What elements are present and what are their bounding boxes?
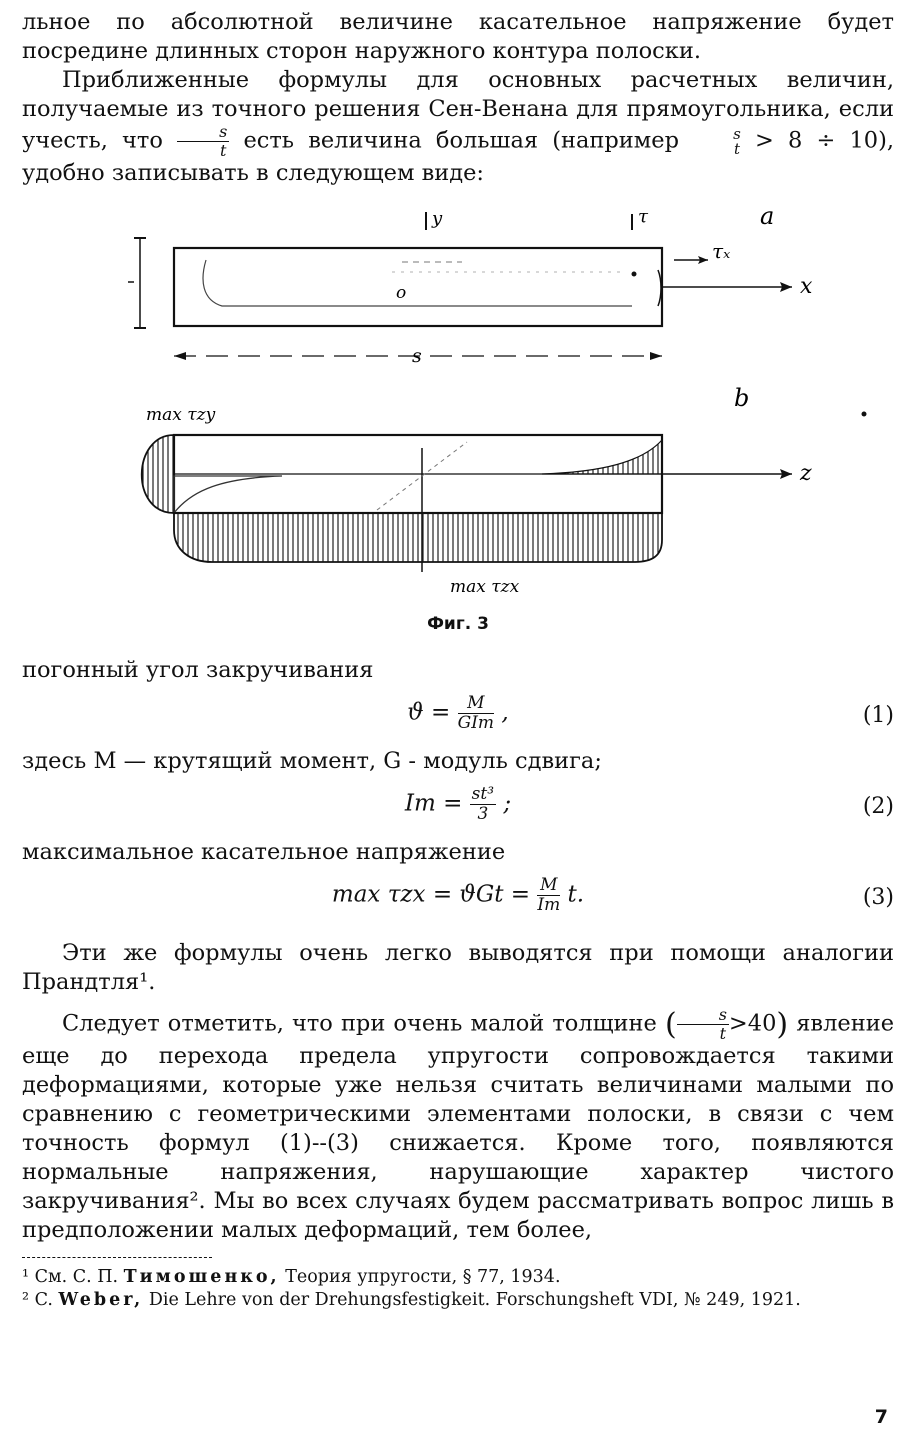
text-max: максимальное касательное напряжение: [22, 839, 506, 865]
stacked-s-t: s t: [733, 124, 741, 158]
diagram-b: [142, 384, 867, 597]
figure-caption: Фиг. 3: [427, 614, 489, 634]
text-angle: погонный угол закручивания: [22, 657, 374, 683]
text-where: здесь M — крутящий момент, G - модуль сдвига;: [22, 748, 602, 774]
label-x-a: x: [800, 274, 813, 299]
label-tau-x: τₓ: [712, 239, 731, 263]
paragraph-2-a: Приближенные формулы для основных расчетных величин, получаемые из точного решения Сен-Венана для прямоугольника, если учесть, что: [22, 67, 894, 154]
label-o: o: [396, 283, 407, 303]
paragraph-2-b: есть величина большая (например: [243, 127, 680, 154]
figure-3: [22, 200, 894, 610]
label-y-top: y: [432, 208, 443, 229]
label-max-tau-zy: max τzy: [146, 405, 216, 425]
equation-2: Iт = $\frac{\text{st³}}{3}$ ; (2): [404, 784, 894, 824]
equation-1-number: (1): [862, 703, 894, 728]
label-b: b: [734, 384, 750, 412]
label-s: s: [412, 345, 422, 367]
page-number: 7: [874, 1406, 888, 1428]
label-tau-top: τ: [638, 206, 648, 227]
fraction-s-over-t: $\frac{s}{t}$: [177, 124, 229, 159]
paragraph-1: льное по абсолютной величине касательное напряжение будет посредине длинных сторон наружного контура полоски.: [22, 9, 894, 64]
equation-1: ϑ = $\frac{M}{\text{GIт}}$ , (1): [407, 693, 894, 733]
paragraph-3: Эти же формулы очень легко выводятся при помощи аналогии Прандтля¹.: [22, 940, 894, 995]
footnote-1: ¹ См. С. П. Тимошенко, Теория упругости, § 77, 1934.: [22, 1267, 561, 1287]
paragraph-2-c: > 8 ÷ 10), удобно записывать в следующем виде:: [22, 127, 895, 186]
paragraph-4: Следует отметить, что при очень малой толщине ( $\frac{s}{t}$ >40) явление еще до перехода предела упругости сопровождается такими деформациями, которые уже нельзя считать величинами малыми по сравнению с геометрическими элементами полоски, в связи с чем точность формул (1)--(3) снижается. Кроме того, появляются нормальные напряжения, нарушающие характер чистого закручивания². Мы во всех случаях будем рассматривать вопрос лишь в предположении малых деформаций, тем более,: [22, 1005, 895, 1243]
page-content: [22, 8, 894, 1312]
label-x-b: z: [800, 461, 812, 486]
equation-3: max τzx = ϑGt = $\frac{M}{Iт}$ t. (3): [331, 875, 894, 915]
label-a: a: [760, 202, 775, 230]
equation-3-number: (3): [862, 885, 894, 910]
footnote-rule: [22, 1257, 212, 1258]
label-max-tau-zx: max τzx: [450, 577, 520, 597]
footnote-2: ² C. Weber, Die Lehre von der Drehungsfestigkeit. Forschungsheft VDI, № 249, 1921.: [22, 1290, 801, 1310]
paragraph-2: [22, 66, 894, 188]
equation-2-number: (2): [862, 794, 894, 819]
diagram-a: [128, 202, 813, 367]
